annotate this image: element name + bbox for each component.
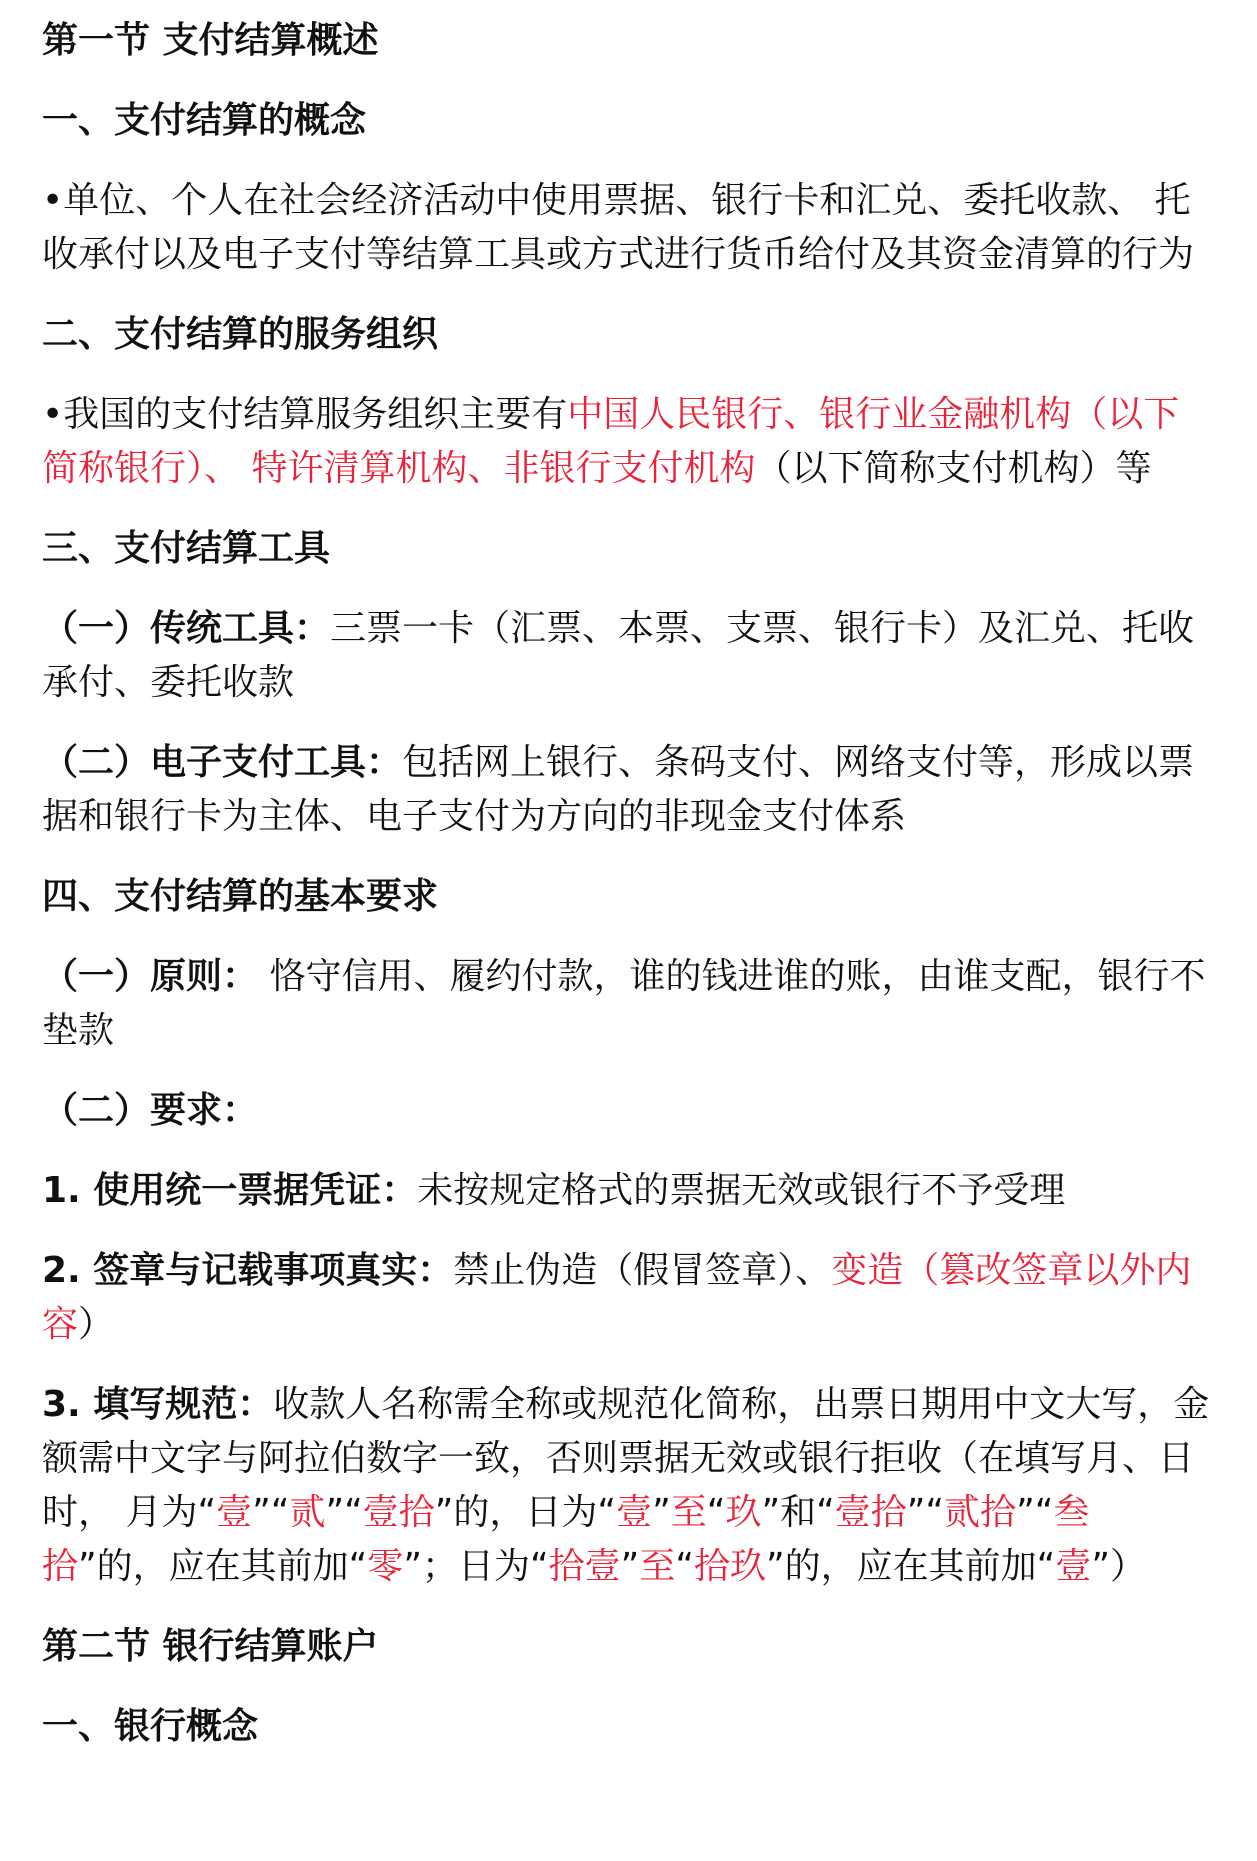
item-3-text: ”“ bbox=[1016, 1492, 1054, 1533]
item-3-highlight: 拾壹 bbox=[548, 1546, 621, 1587]
item-3-highlight: 壹 bbox=[216, 1492, 253, 1533]
item-3-text-1: 收款人名称需全称或规范化简称，出票日期用中文大写，金额需中文字与阿拉伯数字一致，否则票据无效或银行拒收（在填写月、日时， 月为“ bbox=[42, 1384, 1210, 1533]
item-3-highlight: 贰拾 bbox=[944, 1492, 1017, 1533]
item-3-text: “ bbox=[706, 1492, 726, 1533]
item-3-highlight: 玖 bbox=[725, 1492, 762, 1533]
principle-text: 恪守信用、履约付款，谁的钱进谁的账，由谁支配，银行不垫款 bbox=[42, 956, 1206, 1051]
item-2-highlight-1: 变造 bbox=[831, 1250, 904, 1291]
requirement-item-3 bbox=[42, 1378, 1212, 1594]
item-3-text: ”；日为“ bbox=[403, 1546, 549, 1587]
item-3-text: ”“ bbox=[325, 1492, 363, 1533]
heading-concept: 一、支付结算的概念 bbox=[42, 100, 367, 141]
electronic-tools bbox=[42, 736, 1212, 844]
requirement-item-2 bbox=[42, 1244, 1212, 1352]
item-1-label: 1. 使用统一票据凭证： bbox=[42, 1170, 418, 1211]
section-2-title: 第二节 银行结算账户 bbox=[42, 1626, 379, 1667]
item-3-label: 3. 填写规范： bbox=[42, 1384, 274, 1425]
item-3-text: ” bbox=[620, 1546, 640, 1587]
item-3-text: ”“ bbox=[906, 1492, 945, 1533]
item-3-highlight: 壹 bbox=[1055, 1546, 1092, 1587]
item-3-text: ”“ bbox=[252, 1492, 290, 1533]
item-2-text: 禁止伪造（假冒签章）、 bbox=[453, 1250, 832, 1291]
item-3-highlight: 壹拾 bbox=[834, 1492, 907, 1533]
item-3-text: ”的，应在其前加“ bbox=[766, 1546, 1056, 1587]
service-org-suffix: （以下简称支付机构）等 bbox=[755, 448, 1152, 489]
principle-label: （一）原则： bbox=[42, 956, 259, 997]
item-3-highlight: 叁拾 bbox=[42, 1492, 1090, 1587]
item-3-highlight: 拾玖 bbox=[694, 1546, 767, 1587]
service-org-prefix: •我国的支付结算服务组织主要有 bbox=[42, 394, 568, 435]
item-1-text: 未按规定格式的票据无效或银行不予受理 bbox=[417, 1170, 1066, 1211]
paragraph-service-org bbox=[42, 388, 1212, 496]
heading-bank-concept: 一、银行概念 bbox=[42, 1706, 259, 1747]
heading-service-org: 二、支付结算的服务组织 bbox=[42, 314, 439, 355]
traditional-tools bbox=[42, 602, 1212, 710]
item-2-label: 2. 签章与记载事项真实： bbox=[42, 1250, 454, 1291]
item-3-text: “ bbox=[675, 1546, 694, 1587]
item-3-highlight: 壹拾 bbox=[362, 1492, 435, 1533]
document-page bbox=[42, 14, 1212, 1780]
item-3-text: ” bbox=[652, 1492, 671, 1533]
heading-requirements: 四、支付结算的基本要求 bbox=[42, 876, 439, 917]
item-3-highlight: 贰 bbox=[289, 1492, 326, 1533]
service-org-highlight: 中国人民银行、银行业金融机构（以下简称银行）、 特许清算机构、非银行支付机构 bbox=[42, 394, 1180, 489]
item-3-text: ”的，日为“ bbox=[434, 1492, 617, 1533]
requirements-label: （二）要求： bbox=[42, 1090, 259, 1131]
item-3-highlight: 至 bbox=[670, 1492, 707, 1533]
item-3-text: ”） bbox=[1091, 1546, 1146, 1587]
electronic-tools-text: 包括网上银行、条码支付、网络支付等，形成以票据和银行卡为主体、电子支付为方向的非现金支付体系 bbox=[42, 742, 1195, 837]
paragraph-concept: •单位、个人在社会经济活动中使用票据、银行卡和汇兑、委托收款、 托收承付以及电子支付等结算工具或方式进行货币给付及其资金清算的行为 bbox=[42, 180, 1195, 275]
item-3-text: ”和“ bbox=[761, 1492, 835, 1533]
item-3-highlight: 至 bbox=[639, 1546, 676, 1587]
traditional-tools-label: （一）传统工具： bbox=[42, 608, 331, 649]
requirement-item-1 bbox=[42, 1164, 1212, 1218]
section-1-title: 第一节 支付结算概述 bbox=[42, 20, 379, 61]
traditional-tools-text: 三票一卡（汇票、本票、支票、银行卡）及汇兑、托收承付、委托收款 bbox=[42, 608, 1195, 703]
electronic-tools-label: （二）电子支付工具： bbox=[42, 742, 403, 783]
item-3-highlight: 壹 bbox=[616, 1492, 653, 1533]
item-2-highlight-2: 篡改签章以外内容 bbox=[42, 1250, 1192, 1345]
heading-tools: 三、支付结算工具 bbox=[42, 528, 331, 569]
item-2-paren-close: ） bbox=[78, 1304, 115, 1345]
principle bbox=[42, 950, 1212, 1058]
item-3-text: ”的，应在其前加“ bbox=[78, 1546, 368, 1587]
item-2-paren-open: （ bbox=[903, 1250, 940, 1291]
requirements-label-line bbox=[42, 1084, 1212, 1138]
item-3-highlight: 零 bbox=[367, 1546, 404, 1587]
